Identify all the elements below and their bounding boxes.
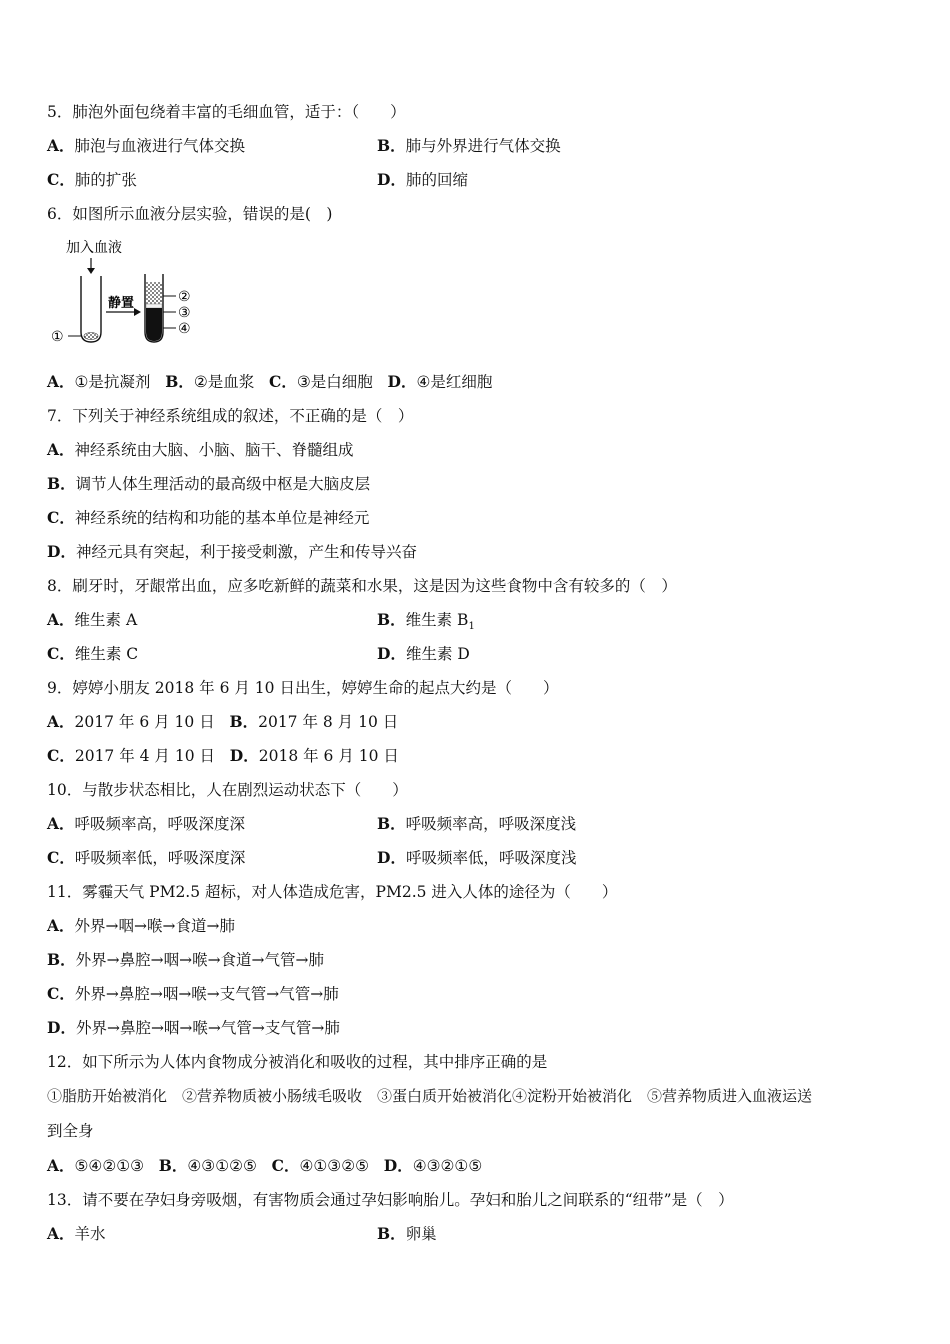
q9-stem: 9．婷婷小朋友 2018 年 6 月 10 日出生，婷婷生命的起点大约是（ ） xyxy=(47,679,559,697)
q5-options-row1 xyxy=(47,136,907,156)
mark2-label: ② xyxy=(178,289,191,305)
still-arrow-head xyxy=(134,308,141,316)
q5-option-a[interactable]: A．肺泡与血液进行气体交换 xyxy=(47,136,246,155)
q13-stem: 13．请不要在孕妇身旁吸烟，有害物质会通过孕妇影响胎儿。孕妇和胎儿之间联系的“纽带”是（ ） xyxy=(47,1191,734,1209)
q6-options xyxy=(47,372,492,392)
q13-options-row1 xyxy=(47,1224,907,1244)
q12-option-b[interactable]: B．④③①②⑤ xyxy=(158,1156,257,1175)
q11-option-c[interactable]: C．外界→鼻腔→咽→喉→支气管→气管→肺 xyxy=(47,984,339,1003)
q12-option-d[interactable]: D．④③②①⑤ xyxy=(383,1156,483,1175)
q8-options-row1 xyxy=(47,610,907,633)
q13-option-a[interactable]: A．羊水 xyxy=(47,1224,106,1243)
q6-option-b[interactable]: B．②是血浆 xyxy=(165,372,255,391)
q10-option-c[interactable]: C．呼吸频率低，呼吸深度深 xyxy=(47,848,246,867)
q8-stem: 8．刷牙时，牙龈常出血，应多吃新鲜的蔬菜和水果，这是因为这些食物中含有较多的（ ） xyxy=(47,577,677,595)
plasma-layer xyxy=(146,282,162,304)
q12-options xyxy=(47,1156,482,1176)
test-tube-empty xyxy=(81,276,101,342)
q8-option-c[interactable]: C．维生素 C xyxy=(47,644,139,663)
q9-options-row1 xyxy=(47,712,398,732)
q9-option-d[interactable]: D．2018 年 6 月 10 日 xyxy=(229,746,399,765)
q8-option-d[interactable]: D．维生素 D xyxy=(377,644,470,663)
q10-options-row2 xyxy=(47,848,907,868)
q9-option-c[interactable]: C．2017 年 4 月 10 日 xyxy=(47,746,216,765)
q12-option-a[interactable]: A．⑤④②①③ xyxy=(47,1156,145,1175)
q6-stem: 6．如图所示血液分层实验，错误的是( ) xyxy=(47,205,333,223)
label-still: 静置 xyxy=(108,296,135,311)
q12-stem: 12．如下所示为人体内食物成分被消化和吸收的过程，其中排序正确的是 xyxy=(47,1053,548,1071)
q9-option-b[interactable]: B．2017 年 8 月 10 日 xyxy=(229,712,399,731)
q12-items-line1: ①脂肪开始被消化 ②营养物质被小肠绒毛吸收 ③蛋白质开始被消化④淀粉开始被消化 ⑤营养物质进入血液运送 xyxy=(47,1087,813,1105)
mark4-label: ④ xyxy=(178,321,191,337)
anticoagulant xyxy=(84,333,98,340)
label-add-blood: 加入血液 xyxy=(66,240,122,256)
q6-option-d[interactable]: D．④是红细胞 xyxy=(387,372,493,391)
q10-option-b[interactable]: B．呼吸频率高，呼吸深度浅 xyxy=(377,814,577,833)
add-arrow-head xyxy=(87,268,95,274)
red-cell-layer xyxy=(146,308,162,341)
mark1-label: ① xyxy=(51,329,64,345)
q11-option-b[interactable]: B．外界→鼻腔→咽→喉→食道→气管→肺 xyxy=(47,950,325,969)
q12-option-c[interactable]: C．④①③②⑤ xyxy=(271,1156,369,1175)
q7-option-a[interactable]: A．神经系统由大脑、小脑、脑干、脊髓组成 xyxy=(47,440,354,459)
q9-option-a[interactable]: A．2017 年 6 月 10 日 xyxy=(47,712,215,731)
q10-options-row1 xyxy=(47,814,907,834)
q5-options-row2 xyxy=(47,170,907,190)
q6-option-a[interactable]: A．①是抗凝剂 xyxy=(47,372,151,391)
q11-stem: 11．雾霾天气 PM2.5 超标，对人体造成危害，PM2.5 进入人体的途径为（ ） xyxy=(47,883,618,901)
q8-option-a[interactable]: A．维生素 A xyxy=(47,610,138,629)
q7-stem: 7．下列关于神经系统组成的叙述，不正确的是（ ） xyxy=(47,407,414,425)
q11-option-d[interactable]: D．外界→鼻腔→咽→喉→气管→支气管→肺 xyxy=(47,1018,340,1037)
q13-option-b[interactable]: B．卵巢 xyxy=(377,1224,437,1243)
q8-options-row2 xyxy=(47,644,907,664)
q5-option-c[interactable]: C．肺的扩张 xyxy=(47,170,137,189)
q6-option-c[interactable]: C．③是白细胞 xyxy=(269,372,373,391)
q7-option-d[interactable]: D．神经元具有突起，利于接受刺激，产生和传导兴奋 xyxy=(47,542,417,561)
blood-layering-figure xyxy=(48,236,208,348)
q5-option-d[interactable]: D．肺的回缩 xyxy=(377,170,468,189)
q10-option-a[interactable]: A．呼吸频率高，呼吸深度深 xyxy=(47,814,246,833)
q7-option-c[interactable]: C．神经系统的结构和功能的基本单位是神经元 xyxy=(47,508,370,527)
q10-option-d[interactable]: D．呼吸频率低，呼吸深度浅 xyxy=(377,848,577,867)
q11-option-a[interactable]: A．外界→咽→喉→食道→肺 xyxy=(47,916,235,935)
mark3-label: ③ xyxy=(178,305,191,321)
q12-items-line2: 到全身 xyxy=(47,1122,94,1140)
q9-options-row2 xyxy=(47,746,399,766)
q7-option-b[interactable]: B．调节人体生理活动的最高级中枢是大脑皮层 xyxy=(47,474,371,493)
q5-stem: 5．肺泡外面包绕着丰富的毛细血管，适于：（ ） xyxy=(47,103,406,121)
white-cell-layer xyxy=(146,304,162,308)
q5-option-b[interactable]: B．肺与外界进行气体交换 xyxy=(377,136,561,155)
q10-stem: 10．与散步状态相比，人在剧烈运动状态下（ ） xyxy=(47,781,408,799)
q8-option-b[interactable]: B．维生素 $B_1$ xyxy=(377,610,475,633)
